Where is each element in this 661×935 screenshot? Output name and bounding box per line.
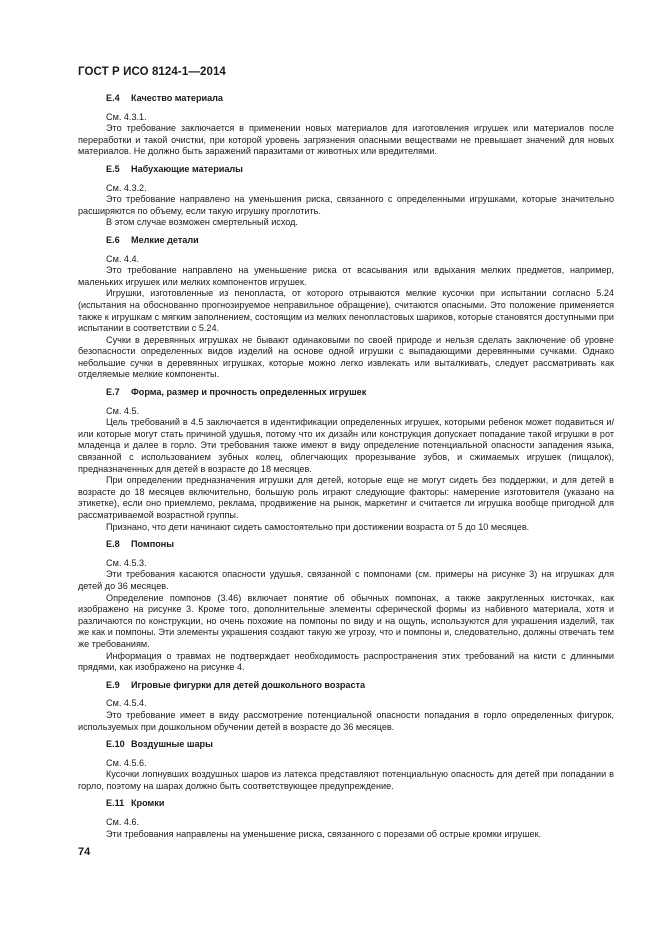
section-number: Е.8 [106,539,120,550]
section-reference: См. 4.3.2. [106,182,147,193]
section-paragraph: Это требование направлено на уменьшения риска, связанного с определенными игрушками, которые значительно расширяются по объему, если такую игрушку проглотить. [78,194,614,216]
section-title: Мелкие детали [131,234,199,245]
section-number: Е.11 [106,798,125,809]
section-number: Е.7 [106,387,120,398]
section-paragraph: Игрушки, изготовленные из пенопласта, от которого отрываются мелкие кусочки при испытании согласно 5.24 (испытания на обоснованно прогнозируемое неправильное обращение), считаются опасными. Это положение применяется также к игрушкам с мягким заполнением, состоящим из мелких пенопластовых шариков, которые становятся доступными при испытании в соответствии с 5.24. [78,288,614,334]
section-5 [78,164,614,229]
section-heading [78,539,614,551]
section-reference: См. 4.5.3. [106,557,147,568]
section-number: Е.5 [106,163,120,174]
section-title: Воздушные шары [131,739,213,750]
section-paragraph: Сучки в деревянных игрушках не бывают одинаковыми по своей природе и нельзя сделать заключение об уровне безопасности определенных видов изделий на основе одной игрушки с выпадающими деревянными сучками. Однако небольшие сучки в деревянных игрушках, которые можно легко извлекать или выталкивать, следует рассматривать как отделяемые мелкие компоненты. [78,334,614,380]
section-reference: См. 4.5.6. [106,757,147,768]
section-heading [78,93,614,105]
section-4 [78,93,614,158]
section-heading [78,235,614,247]
section-heading [78,798,614,810]
section-number: Е.6 [106,234,120,245]
section-7 [78,387,614,533]
section-reference: См. 4.6. [106,817,140,828]
section-paragraph: Эти требования направлены на уменьшение риска, связанного с порезами об острые кромки игрушек. [106,828,542,839]
section-10 [78,739,614,792]
page-number: 74 [78,846,91,858]
section-number: Е.4 [106,93,120,103]
section-paragraph: Информация о травмах не подтверждает необходимость распространения этих требований на кисти с длинными прядями, как изображено на рисунке 4. [78,650,614,673]
section-paragraph: Признано, что дети начинают сидеть самостоятельно при достижении возраста от 5 до 10 месяцев. [106,521,530,532]
section-paragraph: Это требование имеет в виду рассмотрение потенциальной опасности попадания в горло определенных фигурок, используемых при дошкольном обучении детей в возрасте до 36 месяцев. [78,709,614,732]
section-heading [78,387,614,399]
document-body [78,93,614,840]
section-paragraph: Эти требования касаются опасности удушья, связанной с помпонами (см. примеры на рисунке 3) на игрушках для детей до 36 месяцев. [78,569,614,591]
section-heading [78,164,614,176]
section-reference: См. 4.5. [106,405,140,416]
document-header: ГОСТ Р ИСО 8124-1—2014 [78,66,226,78]
section-heading [78,680,614,692]
section-reference: См. 4.4. [106,253,140,264]
section-paragraph: Это требование заключается в применении новых материалов для изготовления игрушек или материалов после переработки и такой очистки, при которой уровень загрязнения опасными веществами не превышает значений для новых материалов. Не должно быть заражений паразитами от животных или вредителями. [78,123,614,157]
section-title: Помпоны [131,539,175,550]
section-title: Набухающие материалы [131,163,243,174]
section-heading [78,739,614,751]
section-number: Е.9 [106,679,120,690]
section-11 [78,798,614,840]
section-paragraph: Определение помпонов (3.46) включает понятие об обычных помпонах, а также закругленных кисточках, как изображено на рисунке 3. Кроме того, дополнительные элементы сферической формы из набивного материала, хотя и различаются по конструкции, но очень похожие на помпоны по виду и на ощупь, используются для украшения изделий, так же как и помпоны. Эти элементы украшения создают такую же угрозу, что и помпоны и, следовательно, должны отвечать тем же требованиям. [78,592,614,649]
section-title: Форма, размер и прочность определенных игрушек [131,387,367,398]
section-title: Качество материала [131,93,223,103]
section-6 [78,235,614,381]
section-title: Игровые фигурки для детей дошкольного возраста [131,679,366,690]
section-8 [78,539,614,674]
section-paragraph: Цель требований в 4.5 заключается в идентификации определенных игрушек, которыми ребенок может подавиться и/или которые могут стать причиной удушья, потому что их дизайн или конструкция допускает попадание такой игрушки в рот младенца и далее в горло. Эти требования также имеют в виду определение потенциальной опасности западения языка, связанной с использованием зубных колец, облегчающих прорезывание зубов, и сжимаемых игрушек (пищалок), предназначенных для детей в возрасте до 18 месяцев. [78,417,614,474]
section-paragraph: В этом случае возможен смертельный исход. [106,217,298,228]
section-reference: См. 4.3.1. [106,111,147,122]
section-9 [78,680,614,733]
section-paragraph: Это требование направлено на уменьшение риска от всасывания или вдыхания мелких предметов, например, маленьких игрушек или мелких компонентов игрушек. [78,265,614,287]
section-paragraph: Кусочки лопнувших воздушных шаров из латекса представляют потенциальную опасность для детей при попадании в горло, поэтому на шарах должно быть соответствующее предупреждение. [78,769,614,791]
section-number: Е.10 [106,739,125,750]
section-title: Кромки [131,798,165,809]
section-reference: См. 4.5.4. [106,698,147,709]
section-paragraph: При определении предназначения игрушки для детей, которые еще не могут сидеть без поддержки, и для детей в возрасте до 18 месяцев включительно, большую роль играют следующие факторы: намерение изготовителя (указано на этикетке), если оно приемлемо, реклама, продвижение на рынок, маркетинг и считается ли игрушка вообще пригодной для рассматриваемой возрастной группы. [78,475,614,520]
